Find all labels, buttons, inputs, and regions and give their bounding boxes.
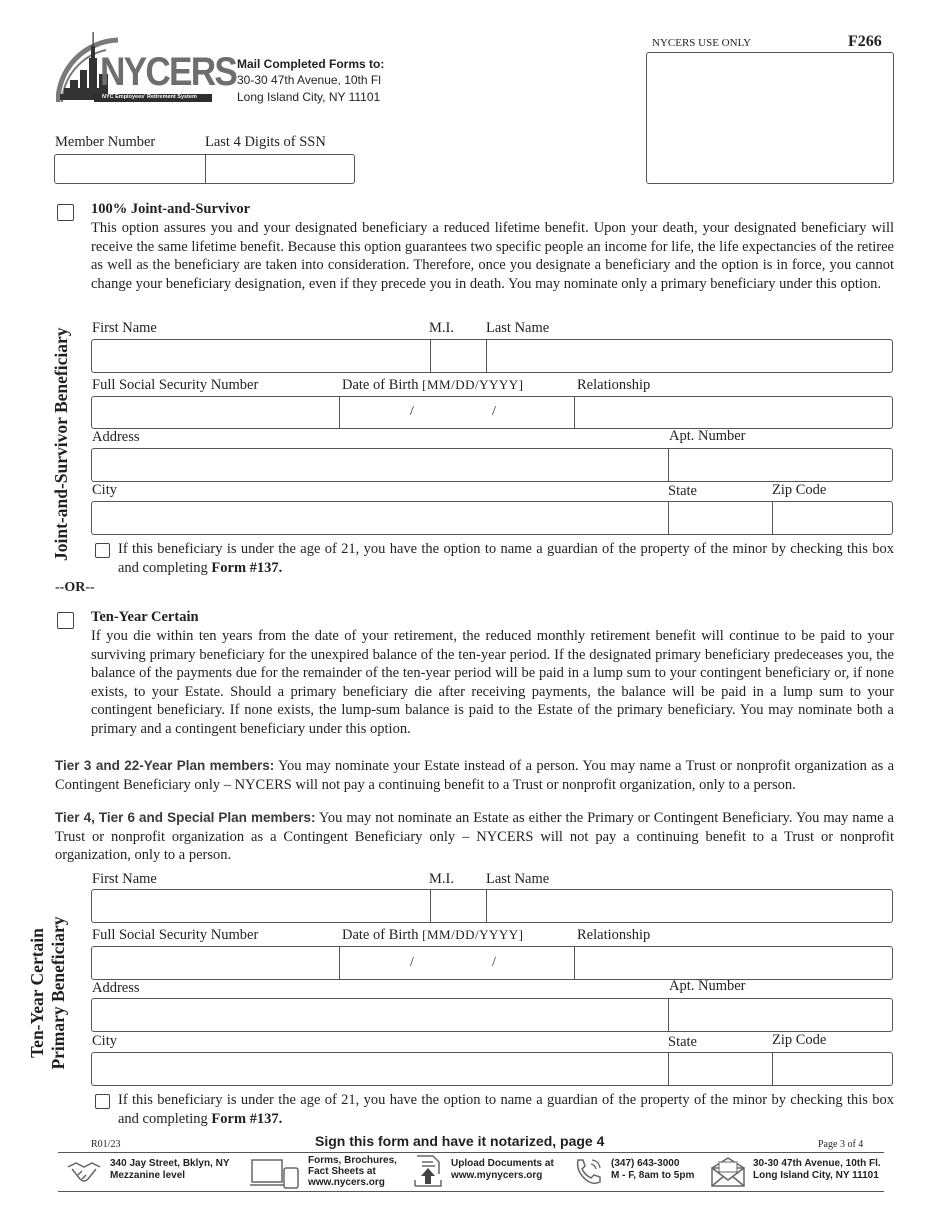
js-dob-text: Date of Birth [342,377,419,393]
js-ssn-label: Full Social Security Number [92,377,259,393]
logo-subtitle: NYC Employees' Retirement System [102,94,197,100]
ten-year-side-label-2: Primary Beneficiary [48,916,68,1070]
ty-guardian-sentence: If this beneficiary is under the age of 21, you have the option to name a guardian of the property of the minor by checking this box and completing [118,1092,894,1127]
tier4-heading: Tier 4, Tier 6 and Special Plan members: [55,810,316,825]
ten-year-side-label-1: Ten-Year Certain [27,928,47,1058]
mail-envelope-icon [710,1156,746,1188]
joint-survivor-description: This option assures you and your designated beneficiary a reduced lifetime benefit. Upon your death, your designated beneficiary will receive the same lifetime benefit. Because this option guarantees two specific people an income for life, the life expectancies of the retiree as well as the beneficiary are taken into consideration. Therefore, once you designate a beneficiary and the option is in force, you cannot change your beneficiary designation, even if they precede you in death. You may nominate only a primary beneficiary under this option. [91,220,894,292]
nycers-use-only-label: NYCERS USE ONLY [652,37,752,49]
member-number-field[interactable] [55,155,205,183]
js-address-row [91,448,893,482]
js-zip-field[interactable] [772,502,892,534]
ty-ssn-field[interactable] [92,947,339,979]
sign-notice: Sign this form and have it notarized, page 4 [315,1133,605,1149]
js-dob-format: [MM/DD/YYYY] [422,377,524,392]
mail-to-line-2: Long Island City, NY 11101 [237,90,381,104]
devices-icon [250,1156,302,1190]
footer-walkin-line-2: Mezzanine level [110,1170,186,1181]
logo-text: NYCERS [100,50,237,94]
joint-survivor-checkbox[interactable] [57,204,74,221]
ty-guardian-checkbox[interactable] [95,1094,110,1109]
ty-zip-field[interactable] [772,1053,892,1085]
ty-state-field[interactable] [668,1053,773,1085]
form-id: F266 [848,33,882,50]
js-relationship-label: Relationship [577,377,651,393]
ty-mi-field[interactable] [430,890,487,922]
js-dob-slash-1: / [410,404,414,419]
member-number-label: Member Number [55,134,156,150]
js-city-label: City [92,482,117,498]
tier3-heading: Tier 3 and 22-Year Plan members: [55,758,275,773]
js-apt-field[interactable] [668,449,892,481]
ten-year-certain-description: If you die within ten years from the date of your retirement, the reduced monthly retirement benefit will continue to be paid to your surviving primary beneficiary for the unexpired balance of the ten-year period. If the designated primary beneficiary predeceases you, the balance of the payments due for the remainder of the ten-year period will be paid in a lump sum to your contingent beneficiary or, if none exists, to your Estate. Should a primary beneficiary die after receiving payments, the balance will be paid in a lump sum to your contingent beneficiary. If none exists, the lump-sum balance is paid to the Estate of the primary beneficiary. You may nominate both a primary and a contingent beneficiary under this option. [91,628,894,737]
ty-ssn-label: Full Social Security Number [92,927,259,943]
revision-code: R01/23 [91,1139,121,1150]
ty-guardian-form-ref: Form #137. [211,1110,283,1127]
ty-address-field[interactable] [92,999,668,1031]
phone-icon [572,1156,604,1188]
footer-forms [308,1155,397,1188]
js-city-row [91,501,893,535]
ty-dob-text: Date of Birth [342,927,419,943]
js-apt-label: Apt. Number [669,428,746,444]
ty-dob-label [342,927,523,944]
footer-mail-line-1: 30-30 47th Avenue, 10th Fl. [753,1158,881,1169]
page-number: Page 3 of 4 [818,1139,864,1150]
js-ssn-field[interactable] [92,397,339,428]
js-last-name-field[interactable] [486,340,892,372]
footer-walkin-line-1: 340 Jay Street, Bklyn, NY [110,1158,230,1169]
ty-state-label: State [668,1034,697,1050]
js-city-field[interactable] [92,502,668,534]
joint-survivor-title: 100% Joint-and-Survivor [91,201,251,217]
ty-relationship-field[interactable] [574,947,892,979]
mail-to-title: Mail Completed Forms to: [237,57,385,71]
ten-year-side-label [27,913,71,1073]
footer-rule-bottom [58,1191,884,1192]
js-guardian-form-ref: Form #137. [211,559,283,576]
nycers-use-only-box [646,52,894,184]
tier4-text: You may not nominate an Estate as either the Primary or Contingent Beneficiary. You may name a Trust or nonprofit organization as a Contingent Beneficiary only – NYCERS will not pay a continuing benefit to a Trust or nonprofit organization, only to a person. [55,810,894,864]
ty-dob-slash-1: / [410,955,414,970]
footer-forms-line-1: Forms, Brochures, [308,1155,397,1166]
js-guardian-sentence: If this beneficiary is under the age of 21, you have the option to name a guardian of the property of the minor by checking this box and completing [118,541,894,576]
js-state-label: State [668,483,697,499]
footer-upload [451,1158,554,1182]
js-name-row [91,339,893,373]
ty-dob-format: [MM/DD/YYYY] [422,927,524,942]
js-last-name-label: Last Name [486,320,550,336]
or-separator: --OR-- [55,580,95,595]
ty-first-name-label: First Name [92,871,157,887]
footer-rule-top [58,1152,884,1153]
ty-first-name-field[interactable] [92,890,430,922]
js-first-name-label: First Name [92,320,157,336]
ty-last-name-label: Last Name [486,871,550,887]
ty-city-row [91,1052,893,1086]
js-dob-label [342,377,523,394]
footer-forms-line-3[interactable]: www.nycers.org [308,1177,385,1188]
mail-to-line-1: 30-30 47th Avenue, 10th Fl [237,73,381,87]
ten-year-certain-title: Ten-Year Certain [91,609,199,625]
ty-city-field[interactable] [92,1053,668,1085]
footer-walkin [110,1158,230,1182]
ssn-last4-label: Last 4 Digits of SSN [205,134,326,150]
footer-phone-line-2: M - F, 8am to 5pm [611,1170,695,1181]
js-first-name-field[interactable] [92,340,430,372]
footer-upload-line-1: Upload Documents at [451,1158,554,1169]
js-guardian-text [118,540,894,577]
footer-forms-line-2: Fact Sheets at [308,1166,376,1177]
js-dob-slash-2: / [492,404,496,419]
footer-mail [753,1158,881,1182]
ty-apt-label: Apt. Number [669,978,746,994]
ty-mi-label: M.I. [429,871,454,887]
ty-address-row [91,998,893,1032]
member-id-row [54,154,355,184]
js-mi-field[interactable] [430,340,487,372]
handshake-icon [66,1157,102,1187]
js-mi-label: M.I. [429,320,454,336]
ty-name-row [91,889,893,923]
js-dob-field[interactable] [339,397,575,428]
ty-relationship-label: Relationship [577,927,651,943]
tier4-note [55,809,894,865]
tier3-text: You may nominate your Estate instead of a person. You may name a Trust or nonprofit organization as a Contingent Beneficiary only – NYCERS will not pay a continuing benefit to a Trust or nonprofit organization, only to a person. [55,758,894,793]
ty-city-label: City [92,1033,117,1049]
js-guardian-checkbox[interactable] [95,543,110,558]
js-state-field[interactable] [668,502,773,534]
footer-phone-line-1[interactable]: (347) 643-3000 [611,1158,680,1169]
ten-year-certain-checkbox[interactable] [57,612,74,629]
joint-survivor-side-label: Joint-and-Survivor Beneficiary [51,327,71,561]
tier3-note [55,757,894,794]
js-address-field[interactable] [92,449,668,481]
js-zip-label: Zip Code [772,482,827,498]
js-relationship-field[interactable] [574,397,892,428]
ssn-last4-field[interactable] [205,155,356,183]
js-address-label: Address [92,429,140,445]
footer-phone [611,1158,694,1182]
ty-address-label: Address [92,980,140,996]
footer-mail-line-2: Long Island City, NY 11101 [753,1170,879,1181]
ty-last-name-field[interactable] [486,890,892,922]
ty-apt-field[interactable] [668,999,892,1031]
footer-upload-line-2[interactable]: www.mynycers.org [451,1170,543,1181]
nycers-logo [56,28,237,104]
upload-document-icon [413,1154,443,1188]
ty-dob-slash-2: / [492,955,496,970]
ty-dob-field[interactable] [339,947,575,979]
ty-guardian-text [118,1091,894,1128]
ty-zip-label: Zip Code [772,1032,827,1048]
